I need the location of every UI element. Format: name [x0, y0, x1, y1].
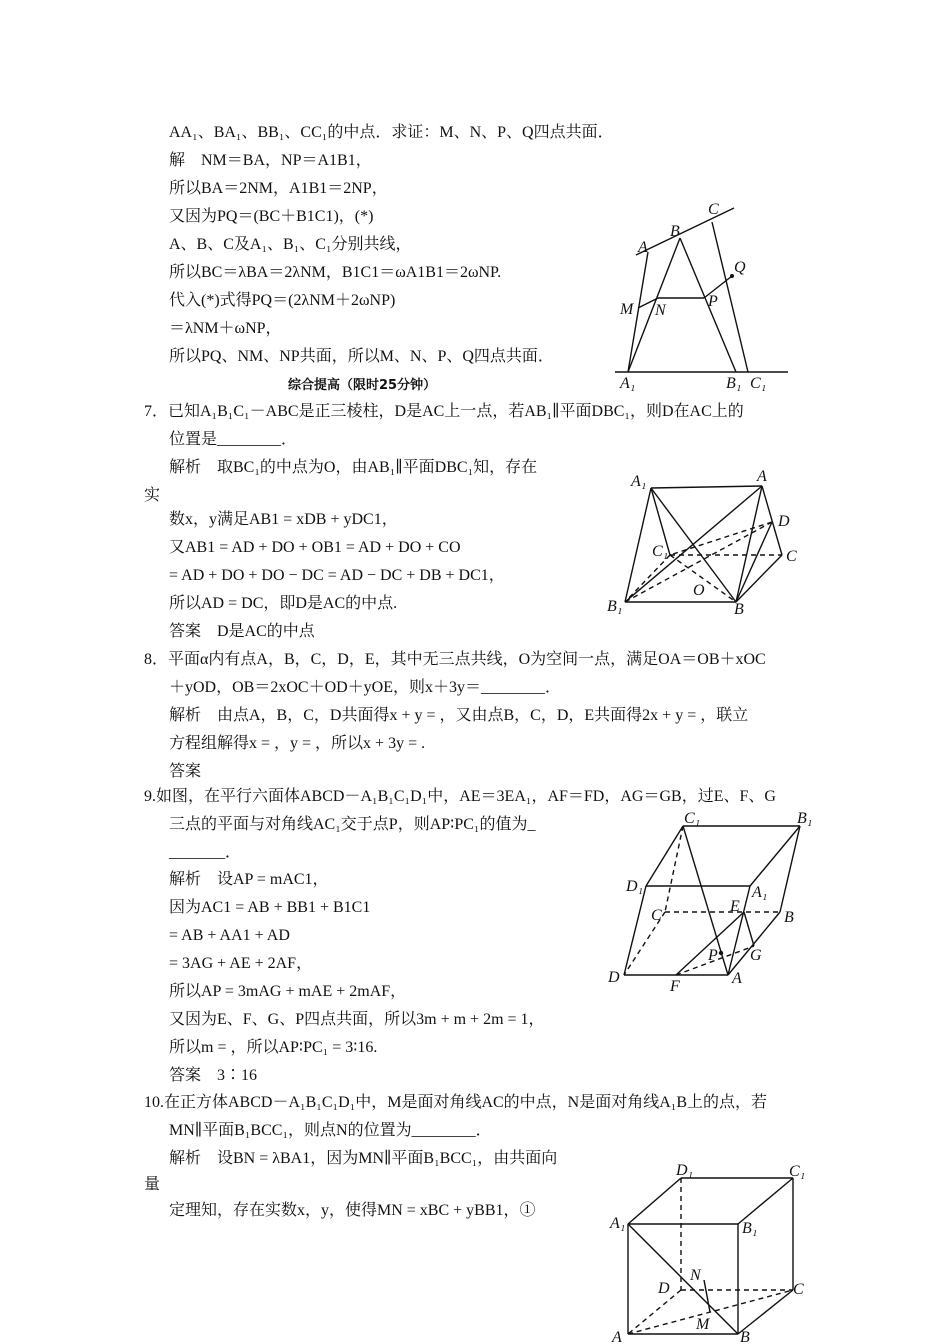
fig4-label-C1: C₁ [789, 1163, 806, 1180]
prev-line-4: 又因为PQ＝(BC＋B1C1)，(*) [169, 208, 374, 225]
p9-line-1: 9.如图，在平行六面体ABCD－A₁B₁C₁D₁中，AE＝3EA₁，AF＝FD，AG＝GB，过E、F、G [144, 788, 776, 805]
prev-line-5: A、B、C及A₁、B₁、C₁分别共线， [169, 236, 412, 253]
fig2-label-A1: A₁ [631, 473, 647, 490]
p10-line-5: 定理知，存在实数x，y，使得MN = xBC + yBB1，① [169, 1202, 536, 1219]
p10-line-1: 10.在正方体ABCD－A₁B₁C₁D₁中，M是面对角线AC的中点，N是面对角线A₁B上的点，若 [144, 1094, 768, 1111]
fig4-label-B: B [740, 1329, 750, 1344]
p8-answer: 答案 [169, 763, 202, 780]
fig3-label-D1: D₁ [626, 878, 644, 895]
fig4-label-M: M [696, 1316, 710, 1333]
p7-answer: 答案 D是AC的中点 [169, 623, 315, 640]
p9-line-8: 所以AP = 3mAG + mAE + 2mAF， [169, 983, 407, 1000]
prev-line-8: ＝λNM＋ωNP， [169, 320, 282, 337]
fig4-label-B1: B₁ [742, 1220, 758, 1237]
fig3-label-C: C [651, 907, 662, 924]
p7-line-4: 实 [144, 487, 161, 504]
prev-line-7: 代入(*)式得PQ＝(2λNM＋2ωNP) [169, 292, 396, 309]
fig1-label-B1: B₁ [726, 375, 742, 392]
fig2-label-D: D [778, 513, 790, 530]
prev-line-9: 所以PQ、NM、NP共面，所以M、N、P、Q四点共面． [169, 348, 554, 365]
p9-line-3: _______． [169, 844, 242, 861]
fig3-label-A: A [732, 970, 742, 987]
fig2-label-C1: C₁ [652, 543, 669, 560]
prev-line-6: 所以BC＝λBA＝2λNM，B1C1＝ωA1B1＝2ωNP. [169, 264, 502, 281]
p9-line-7: = 3AG + AE + 2AF， [169, 955, 313, 972]
fig1-label-M: M [620, 301, 634, 318]
p9-line-10: 所以m = ，所以AP∶PC₁ = 3∶16. [169, 1039, 378, 1056]
p7-line-5: 数x，y满足AB1 = xDB + yDC1， [169, 511, 398, 528]
fig1-label-A: A [638, 239, 648, 256]
fig1-label-B: B [670, 223, 680, 240]
fig3-label-B1: B₁ [797, 810, 813, 827]
fig3-label-C1: C₁ [684, 810, 701, 827]
fig3-label-D: D [608, 969, 620, 986]
fig2-label-C: C [786, 548, 797, 565]
p9-answer: 答案 3∶16 [169, 1067, 258, 1084]
p7-line-3: 解析 取BC₁的中点为O，由AB₁∥平面DBC₁知，存在 [169, 459, 538, 476]
figure-prev [615, 208, 788, 372]
p10-line-2: MN∥平面B₁BCC₁，则点N的位置为________． [169, 1122, 492, 1139]
fig3-label-F: F [670, 978, 680, 995]
fig3-label-B: B [784, 909, 794, 926]
p9-line-5: 因为AC1 = AB + BB1 + B1C1 [169, 899, 371, 916]
fig1-label-N: N [655, 302, 666, 319]
p8-line-1: 8．平面α内有点A，B，C，D，E，其中无三点共线，O为空间一点，满足OA＝OB＋xOC [144, 651, 766, 668]
fig1-label-C1: C₁ [750, 375, 767, 392]
fig3-label-G: G [750, 947, 762, 964]
p9-line-6: = AB + AA1 + AD [169, 927, 290, 944]
fig1-label-C: C [708, 201, 719, 218]
p7-line-8: 所以AD = DC，即D是AC的中点. [169, 595, 398, 612]
fig3-label-A1: A₁ [752, 884, 768, 901]
fig3-label-E: E [730, 898, 740, 915]
p7-line-6: 又AB1 = AD + DO + OB1 = AD + DO + CO [169, 539, 461, 556]
fig2-label-B1: B₁ [607, 598, 623, 615]
p7-line-1: 7．已知A₁B₁C₁－ABC是正三棱柱，D是AC上一点，若AB₁∥平面DBC₁，则D在AC上的 [144, 403, 744, 420]
section-title: 综合提高（限时25分钟） [288, 378, 437, 393]
p10-line-4: 量 [144, 1176, 161, 1193]
fig1-label-Q: Q [734, 259, 746, 276]
fig4-label-A1: A₁ [610, 1215, 626, 1232]
point-p-dot [719, 951, 723, 955]
p8-line-3: 解析 由点A，B，C，D共面得x + y = ，又由点B，C，D，E共面得2x + y = ，联立 [169, 707, 749, 724]
fig4-label-C: C [793, 1281, 804, 1298]
prev-line-1: AA₁、BA₁、BB₁、CC₁的中点．求证：M、N、P、Q四点共面． [169, 124, 614, 141]
p7-line-7: = AD + DO + DO − DC = AD − DC + DB + DC1， [169, 567, 505, 584]
prev-line-2: 解 NM＝BA，NP＝A1B1， [169, 152, 372, 169]
p9-line-9: 又因为E、F、G、P四点共面，所以3m + m + 2m = 1， [169, 1011, 545, 1028]
fig4-label-D: D [658, 1280, 670, 1297]
fig2-label-B: B [734, 601, 744, 618]
fig2-label-A: A [757, 468, 767, 485]
p10-line-3: 解析 设BN = λBA1，因为MN∥平面B₁BCC₁，由共面向 [169, 1150, 558, 1167]
p8-line-2: ＋yOD，OB＝2xOC＋OD＋yOE，则x＋3y＝________． [169, 679, 562, 696]
fig2-label-O: O [693, 582, 705, 599]
p7-line-2: 位置是________． [169, 431, 298, 448]
fig4-label-A: A [612, 1329, 622, 1344]
prev-line-3: 所以BA＝2NM，A1B1＝2NP， [169, 180, 388, 197]
fig1-label-P: P [708, 293, 718, 310]
p8-line-4: 方程组解得x = ，y = ，所以x + 3y = . [169, 735, 426, 752]
figure-p10 [628, 1178, 793, 1334]
fig1-label-A1: A₁ [620, 375, 636, 392]
fig3-label-P: P [708, 947, 718, 964]
fig4-label-N: N [690, 1267, 701, 1284]
p9-line-2: 三点的平面与对角线AC₁交于点P，则AP∶PC₁的值为_ [169, 816, 536, 833]
fig4-label-D1: D₁ [676, 1162, 694, 1179]
p9-line-4: 解析 设AP = mAC1， [169, 871, 329, 888]
